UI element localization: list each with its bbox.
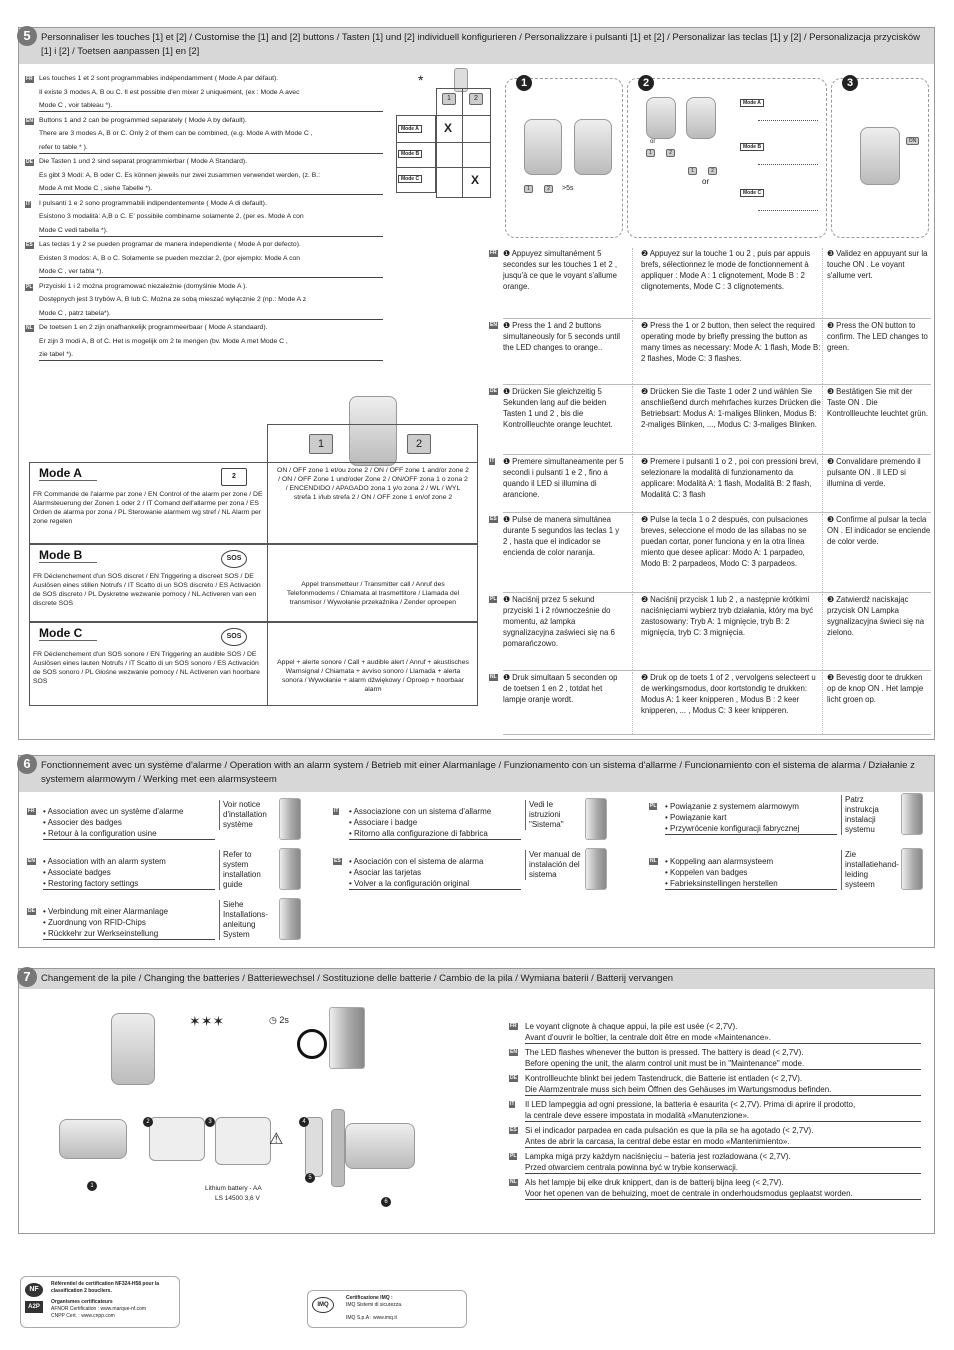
step-diagram-3: [831, 78, 929, 238]
battery-step-4: [305, 1117, 323, 1177]
lang-tag: EN: [26, 117, 33, 124]
step-diagram-1: 1 1 2 >5s: [505, 78, 623, 238]
step-2-text: ❷ Druk op de toets 1 of 2 , vervolgens selecteert u de werkingsmodus, door kortstondig te drukken: Modus A: 1 keer knipperen , Modus B : 2 keer knipperen, ... , Modus C: 3 keer knipperen.: [641, 673, 816, 715]
mode-result: Appel + alerte sonore / Call + audible alert / Anruf + akustisches Warnsignal / Chiamata + avviso sonoro / Llamada + alerta sonora / Wywołanie + alarm dźwiękowy / Oproep + hoorbaar alarm: [277, 659, 469, 693]
col-divider: [822, 672, 823, 734]
feature-item: • Przywrócenie konfiguracji fabrycznej: [665, 823, 837, 835]
instruction-reference: Siehe Installations-anleitung System: [219, 900, 275, 940]
col-divider: [632, 456, 633, 512]
row-mode-c: Mode C: [398, 175, 422, 183]
battery-step-2: [149, 1117, 205, 1161]
row-divider: [503, 454, 931, 455]
step-2-text: ❷ Drücken Sie die Taste 1 oder 2 und wählen Sie anschließend durch mehrfaches kurzes Drücken die Betriebsart: Modus A: 1-maliges Blinken, Modus B: 2-maliges Blinken, ..., Modus C: 3-maliges Blinken.: [641, 387, 821, 429]
lang-tag: PL: [510, 1153, 517, 1159]
battery-step-5: [331, 1109, 345, 1187]
battery-text-line-2: Przed otwarciem centrala powinna być w trybie konserwacji.: [525, 1162, 921, 1174]
lang-tag: NL: [490, 674, 497, 680]
battery-text-line-2: Die Alarmzentrale muss sich beim Öffnen des Gehäuses im Wartungsmodus befinden.: [525, 1084, 921, 1096]
mode-title: Mode C: [39, 626, 97, 641]
section-header: [19, 969, 934, 989]
col-divider: [632, 514, 633, 592]
section-header: [19, 756, 934, 792]
feature-item: • Asociación con el sistema de alarma: [349, 857, 484, 866]
imq-certification: [307, 1290, 467, 1328]
col-divider: [632, 594, 633, 670]
key-1: 1: [309, 434, 333, 454]
lang-tag: EN: [28, 858, 35, 864]
text-line: Mode C , patrz tabela*).: [39, 309, 383, 320]
text-line: Przyciski 1 i 2 można programować niezależnie (domyślnie Mode A ).: [39, 282, 248, 290]
step-num-6: 6: [381, 1197, 391, 1207]
battery-label: Lithium battery - AA: [205, 1185, 262, 1192]
step-3-text: ❸ Validez en appuyant sur la touche ON . Le voyant s'allume vert.: [827, 249, 928, 280]
alarm-unit-illustration: [585, 798, 607, 840]
flash-icon: ✶✶✶: [189, 1013, 225, 1029]
lang-tag: ES: [490, 516, 497, 522]
sos-icon: SOS: [221, 628, 247, 646]
imq-line-2: IMQ Sistemi di sicurezza.: [346, 1302, 403, 1308]
row-divider: [503, 384, 931, 385]
battery-text-line-1: Kontrollleuchte blinkt bei jedem Tastendruck, die Batterie ist entladen (< 2,7V).: [525, 1074, 803, 1083]
lang-tag: IT: [510, 1101, 515, 1107]
feature-item: • Association avec un système d'alarme: [43, 807, 184, 816]
battery-text-line-1: Il LED lampeggia ad ogni pressione, la batteria è esaurita (< 2,7V). Prima di aprire il prodotto,: [525, 1100, 856, 1109]
battery-text-line-1: Si el indicador parpadea en cada pulsación es que la pila se ha agotado (< 2,7V).: [525, 1126, 814, 1135]
row-divider: [503, 318, 931, 319]
cell-x-c2: X: [471, 173, 480, 187]
modes-table: [29, 424, 469, 706]
section-customise: [18, 27, 935, 740]
step-3-text: ❸ Press the ON button to confirm. The LED changes to green.: [827, 321, 928, 352]
mode-a-label: Mode A: [740, 99, 764, 107]
feature-item: • Koppelen van badges: [665, 868, 748, 877]
section-number: 5: [17, 26, 37, 46]
feature-item: • Powiązanie z systemem alarmowym: [665, 802, 799, 811]
on-key: ON: [906, 137, 919, 145]
lang-tag: IT: [26, 200, 31, 207]
feature-item: • Koppeling aan alarmsysteem: [665, 857, 774, 866]
step-3-text: ❸ Convalidare premendo il pulsante ON . Il LED si illumina di verde.: [827, 457, 921, 488]
mode-result: Appel transmetteur / Transmitter call / Anruf des Telefonmodems / Chiamata al trasmettitore / Llamada del transmisor / Wywołanie przekaźnika / Zender oproepen: [286, 581, 460, 606]
feature-item: • Restoring factory settings: [43, 878, 215, 890]
table-star: *: [418, 72, 424, 88]
remote-illustration: [860, 127, 900, 185]
or-label: or: [650, 139, 656, 145]
key-2: 2: [407, 434, 431, 454]
alarm-unit-illustration: [279, 848, 301, 890]
text-line: Die Tasten 1 und 2 sind separat programmierbar ( Mode A Standard).: [39, 158, 248, 165]
col-divider: [822, 320, 823, 384]
mode-description: FR Déclenchement d'un SOS discret / EN Triggering a discreet SOS / DE Auslösen eines stillen Notrufs / IT Scatto di un SOS discreto / ES Activación de SOS discreto / PL Dyskretne wezwanie pomocy / NL Activeren van een discrete SOS: [33, 573, 261, 607]
battery-ref: LS 14500 3,6 V: [215, 1195, 260, 1202]
lang-tag: NL: [510, 1179, 517, 1185]
alarm-unit-illustration: [585, 848, 607, 890]
lang-tag: DE: [28, 908, 35, 914]
feature-item: • Associazione con un sistema d'allarme: [349, 807, 492, 816]
feature-item: • Retour à la configuration usine: [43, 828, 215, 840]
step-3-text: ❸ Bevestig door te drukken op de knop ON . Het lampje licht groen op.: [827, 673, 924, 704]
imq-logo: IMQ: [312, 1297, 334, 1313]
feature-item: • Volver a la configuración original: [349, 878, 521, 890]
mode-b-label: Mode B: [740, 143, 764, 151]
lang-tag: IT: [334, 808, 339, 814]
text-line: Dostępnych jest 3 trybów A, B lub C. Można ze sobą mieszać wyłącznie 2 (np.: Mode A z: [39, 296, 307, 303]
lang-tag: PL: [490, 596, 497, 602]
step-num-3: 3: [205, 1117, 215, 1127]
lang-tag: ES: [510, 1127, 517, 1133]
col-key-1: 1: [442, 93, 456, 105]
cert-line-2: Organismes certificateurs: [51, 1299, 113, 1305]
lang-tag: FR: [510, 1023, 517, 1029]
sos-icon: SOS: [221, 550, 247, 568]
battery-text-line-1: Le voyant clignote à chaque appui, la pile est usée (< 2,7V).: [525, 1022, 738, 1031]
step-3-number: 3: [842, 75, 858, 91]
lang-tag: PL: [26, 283, 33, 290]
row-divider: [503, 512, 931, 513]
text-line: Mode C , ver tabla *).: [39, 267, 383, 278]
a2p-logo: A2P: [25, 1301, 43, 1313]
step-1-text: ❶ Press the 1 and 2 buttons simultaneously for 5 seconds until the LED changes to orange..: [503, 321, 621, 352]
section-title: Changement de la pile / Changing the batteries / Batteriewechsel / Sostituzione delle batterie / Cambio de la pila / Wymiana baterii / Batterij vervangen: [41, 973, 674, 984]
timer-icon: ◷ 2s: [269, 1015, 289, 1025]
feature-item: • Association with an alarm system: [43, 857, 166, 866]
instruction-reference: Ver manual de instalación del sistema: [525, 850, 581, 880]
step-num-4: 4: [299, 1117, 309, 1127]
remote-pressed-illustration: [111, 1013, 155, 1085]
section-number: 7: [17, 967, 37, 987]
lang-tag: FR: [490, 250, 497, 256]
section-title: Personnaliser les touches [1] et [2] / Customise the [1] and [2] buttons / Tasten [1] und [2] individuell konfigurieren / Personalizzare i pulsanti [1] et [2] / Personalizar las teclas [1] y [2] / Personalizacja przycisków [1] i [2] / Toetsen aanpassen [1] en [2]: [41, 32, 921, 57]
cert-line-4: CNPP Cert. : www.cnpp.com: [51, 1313, 115, 1319]
cert-line-3: AFNOR Certification : www.marque-nf.com: [51, 1306, 147, 1312]
step-3-text: ❸ Bestätigen Sie mit der Taste ON . Die Kontrollleuchte leuchtet grün.: [827, 387, 928, 418]
col-divider: [822, 386, 823, 454]
lang-tag: ES: [26, 242, 33, 248]
row-mode-b: Mode B: [398, 150, 422, 158]
lang-tag: DE: [510, 1075, 517, 1081]
step-3-text: ❸ Confirme al pulsar la tecla ON . El indicador se enciende de color verde.: [827, 515, 931, 546]
feature-item: • Fabrieksinstellingen herstellen: [665, 878, 837, 890]
row-divider: [503, 670, 931, 671]
step-1-text: ❶ Premere simultaneamente per 5 secondi i pulsanti 1 e 2 , fino a quando il LED si illumina di arancione.: [503, 457, 624, 499]
control-unit-illustration: [329, 1007, 365, 1069]
col-divider: [632, 386, 633, 454]
text-line: zie tabel *).: [39, 350, 383, 361]
mode-combination-table: [396, 68, 491, 198]
section-header: [19, 28, 934, 64]
text-line: Mode C , voir tableau *).: [39, 101, 383, 112]
battery-text-line-2: la centrale deve essere impostata in modalità «Manutenzione».: [525, 1110, 921, 1122]
text-line: Buttons 1 and 2 can be programmed separately ( Mode A by default).: [39, 116, 247, 124]
col-divider: [632, 248, 633, 318]
lang-tag: FR: [28, 808, 35, 814]
lang-tag: IT: [490, 458, 495, 464]
text-line: Er zijn 3 modi A, B of C. Het is mogelijk om 2 te mengen (bv. Mode A met Mode C ,: [39, 337, 288, 345]
battery-text-line-1: The LED flashes whenever the button is pressed. The battery is dead (< 2,7V).: [525, 1048, 804, 1057]
nf-logo: NF: [25, 1283, 43, 1297]
timer-2s: 2s: [279, 1015, 289, 1025]
battery-text-line-2: Avant d'ouvrir le boîtier, la centrale doit être en mode «Maintenance».: [525, 1032, 921, 1044]
step-2-text: ❷ Press the 1 or 2 button, then select the required operating mode by briefly pressing the button as many times as necessary: Mode A: 1 flash, Mode B: 2 flashes, Mode C: 3 flashes.: [641, 321, 821, 363]
lang-tag: DE: [26, 159, 33, 165]
section-alarm: [18, 755, 935, 948]
text-line: Es gibt 3 Modi: A, B oder C. Es können jeweils nur zwei zusammen verwendet werden, (z. B.:: [39, 171, 321, 179]
no-entry-icon: [297, 1029, 327, 1059]
remote-illustration: [646, 97, 676, 139]
feature-item: • Associare i badge: [349, 818, 418, 827]
feature-item: • Asociar las tarjetas: [349, 868, 422, 877]
text-line: I pulsanti 1 e 2 sono programmabili indipendentemente ( Mode A di default).: [39, 199, 267, 207]
mode-result: ON / OFF zone 1 et/ou zone 2 / ON / OFF zone 1 and/or zone 2 / ON / OFF Zone 1 und/oder Zone 2 / ON/OFF zona 1 o zona 2 / ENCENDIDO / APAGADO zona 1 y/o zona 2 / WL / WYL strefa 1 i/lub strefa 2 / ON / OFF zone 1 en/of zone 2: [277, 467, 469, 501]
feature-item: • Verbindung mit einer Alarmanlage: [43, 907, 169, 916]
mode-title: Mode A: [39, 466, 97, 481]
lang-tag: EN: [490, 322, 497, 328]
step-1-text: ❶ Druk simultaan 5 seconden op de toetsen 1 en 2 , totdat het lampje oranje wordt.: [503, 673, 618, 704]
lang-tag: DE: [490, 388, 497, 394]
feature-item: • Zuordnung von RFID-Chips: [43, 918, 146, 927]
battery-step-6: [345, 1123, 415, 1169]
row-divider: [503, 734, 931, 735]
step-1-number: 1: [516, 75, 532, 91]
mode-description: FR Commande de l'alarme par zone / EN Control of the alarm per zone / DE Alarmsteuerung der Zonen 1 oder 2 / IT Comand dell'allarme per zona / ES Orden de alarma por zona / PL Sterowanie alarmem wg stref / NL Alarm per zone regelen: [33, 491, 263, 525]
instruction-reference: Refer to system installation guide: [219, 850, 275, 890]
step-2-text: ❷ Pulse la tecla 1 o 2 después, con pulsaciones breves, seleccione el modo de las sílabas no se puedan cortar, poner funciona y en la otra línea miento que desee aplicar: Modo A: 1 parpadeo, Modo B: 2 parpadeos, Modo C: 3 parpadeos.: [641, 515, 808, 568]
instruction-reference: Zie installatiehand-leiding systeem: [841, 850, 897, 890]
battery-step-3: [215, 1117, 271, 1165]
feature-item: • Powiązanie kart: [665, 813, 727, 822]
alarm-unit-illustration: [279, 798, 301, 840]
instruction-reference: Patrz instrukcja instalacji systemu: [841, 795, 897, 835]
lang-tag: NL: [650, 858, 657, 864]
imq-line-1: Certificazione IMQ :: [346, 1295, 393, 1301]
step-3-text: ❸ Zatwierdź naciskając przycisk ON Lampka sygnalizacyjna świeci się na zielono.: [827, 595, 925, 637]
lang-tag: NL: [26, 325, 33, 331]
mode-description: FR Déclenchement d'un SOS sonore / EN Triggering an audible SOS / DE Auslösen eines lauten Notrufs / IT Scatto di un SOS sonoro / ES Activación de SOS sonoro / PL Głośne wezwanie pomocy / NL Activeren van hoorbare SOS: [33, 651, 260, 685]
text-line: Il existe 3 modes A, B ou C. Il est possible d'en mixer 2 uniquement, (ex : Mode A avec: [39, 88, 300, 96]
step-num-1: 1: [87, 1181, 97, 1191]
col-divider: [632, 672, 633, 734]
text-line: Mode C vedi tabella *).: [39, 226, 383, 237]
step-2-text: ❷ Appuyez sur la touche 1 ou 2 , puis par appuis brefs, sélectionnez le mode de fonctionnement à appliquer : Mode A : 1 clignotement, Mode B : 2 clignotements, Mode C : 3 clignotements.: [641, 249, 811, 291]
step-1-text: ❶ Naciśnij przez 5 sekund przyciski 1 i 2 równocześnie do momentu, aż lampka sygnalizacyjna zaświeci się na 6 pomarańczowo.: [503, 595, 615, 648]
alarm-unit-illustration: [279, 898, 301, 940]
step-diagram-2: 2 1 2 or 1 2 or Mode A Mode B Mode C: [627, 78, 827, 238]
step-1-text: ❶ Drücken Sie gleichzeitig 5 Sekunden lang auf die beiden Tasten 1 und 2 , bis die Kontrollleuchte orange leuchtet.: [503, 387, 613, 429]
text-line: Existen 3 modos: A, B o C. Solamente se pueden mezclar 2, (por ejemplo: Mode A con: [39, 254, 301, 262]
feature-item: • Rückkehr zur Werkseinstellung: [43, 928, 215, 940]
row-divider: [503, 592, 931, 593]
warning-icon: ⚠: [269, 1131, 284, 1148]
battery-text-line-2: Before opening the unit, the alarm control unit must be in "Maintenance" mode.: [525, 1058, 921, 1070]
col-divider: [632, 320, 633, 384]
step-num-5: 5: [305, 1173, 315, 1183]
feature-item: • Associate badges: [43, 868, 111, 877]
remote-illustration: [574, 119, 612, 175]
lang-tag: EN: [510, 1049, 517, 1055]
battery-text-line-1: Lampka miga przy każdym naciśnięciu – bateria jest rozładowana (< 2,7V).: [525, 1152, 791, 1161]
instruction-reference: Voir notice d'installation système: [219, 800, 275, 830]
lang-tag: ES: [334, 858, 341, 864]
remote-illustration: [524, 119, 562, 175]
col-divider: [822, 248, 823, 318]
timer-5s: >5s: [562, 185, 574, 192]
feature-item: • Ritorno alla configurazione di fabbrica: [349, 828, 521, 840]
col-key-2: 2: [469, 93, 483, 105]
mode-title: Mode B: [39, 548, 97, 563]
text-line: refer to table * ).: [39, 143, 383, 154]
lang-tag: FR: [26, 76, 33, 82]
instruction-reference: Vedi le istruzioni "Sistema": [525, 800, 581, 830]
step-1-text: ❶ Appuyez simultanément 5 secondes sur les touches 1 et 2 , jusqu'à ce que le voyant s'allume orange.: [503, 249, 617, 291]
zone-icon: 2: [221, 468, 247, 486]
lang-tag: PL: [650, 803, 657, 809]
cert-line-1: Référentiel de certification NF324-H58 pour la classification 2 boucliers.: [51, 1281, 160, 1294]
col-divider: [822, 514, 823, 592]
section-number: 6: [17, 754, 37, 774]
text-line: Esistono 3 modalità: A,B o C. E' possibile combinarne solamente 2. (per es. Mode A con: [39, 213, 304, 220]
step-1-text: ❶ Pulse de manera simultánea durante 5 segundos las teclas 1 y 2 , hasta que el indicador se encienda de color naranja.: [503, 515, 620, 557]
step-2-text: ❷ Naciśnij przycisk 1 lub 2 , a następnie krótkimi naciśnięciami wybierz tryb działania, który ma być zastosowany: Tryb A: 1 mignięcie, tryb B: 2 mignięcia, tryb C: 3 mignięcia.: [641, 595, 814, 637]
cell-x-a1: X: [444, 121, 453, 135]
step-2-number: 2: [638, 75, 654, 91]
section-title: Fonctionnement avec un système d'alarme / Operation with an alarm system / Betrieb mit einer Alarmanlage / Funzionamento con un sistema d'allarme / Funcionamiento con el sistema de alarma / Działanie z systemem alarmowym / Werking met een alarmsysteem: [41, 760, 915, 785]
battery-text-line-2: Antes de abrir la carcasa, la central debe estar en modo «Mantenimiento».: [525, 1136, 921, 1148]
row-mode-a: Mode A: [398, 125, 422, 133]
text-line: Les touches 1 et 2 sont programmables indépendamment ( Mode A par défaut).: [39, 75, 279, 82]
step-num-2: 2: [143, 1117, 153, 1127]
battery-step-1: [59, 1119, 127, 1159]
alarm-unit-illustration: [901, 793, 923, 835]
text-line: Mode A mit Mode C , siehe Tabelle *).: [39, 184, 383, 195]
alarm-unit-illustration: [901, 848, 923, 890]
nf-certification: [20, 1276, 180, 1328]
text-line: De toetsen 1 en 2 zijn onafhankelijk programmeerbaar ( Mode A standaard).: [39, 324, 268, 331]
section-battery: [18, 968, 935, 1234]
imq-line-3: IMQ S.p.A : www.imq.it: [346, 1315, 397, 1321]
or-label-2: or: [702, 177, 710, 186]
step-2-text: ❷ Premere i pulsanti 1 o 2 , poi con pressioni brevi, selezionare la modalità di funzionamento da applicare: Modalità A: 1 flash, Modalità B: 2 flash, Modalità C: 3 flash: [641, 457, 819, 499]
col-divider: [822, 456, 823, 512]
battery-text-line-1: Als het lampje bij elke druk knippert, dan is de batterij bijna leeg (< 2,7V).: [525, 1178, 784, 1187]
text-line: There are 3 modes A, B or C. Only 2 of them can be combined, (e.g. Mode A with Mode C ,: [39, 130, 313, 137]
col-divider: [822, 594, 823, 670]
text-line: Las teclas 1 y 2 se pueden programar de manera independiente ( Mode A por defecto).: [39, 241, 301, 248]
mode-c-label: Mode C: [740, 189, 764, 197]
remote-illustration: [686, 97, 716, 139]
feature-item: • Associer des badges: [43, 818, 122, 827]
battery-text-line-2: Voor het openen van de behuizing, moet de centrale in onderhoudsmodus geplaatst worden.: [525, 1188, 921, 1200]
